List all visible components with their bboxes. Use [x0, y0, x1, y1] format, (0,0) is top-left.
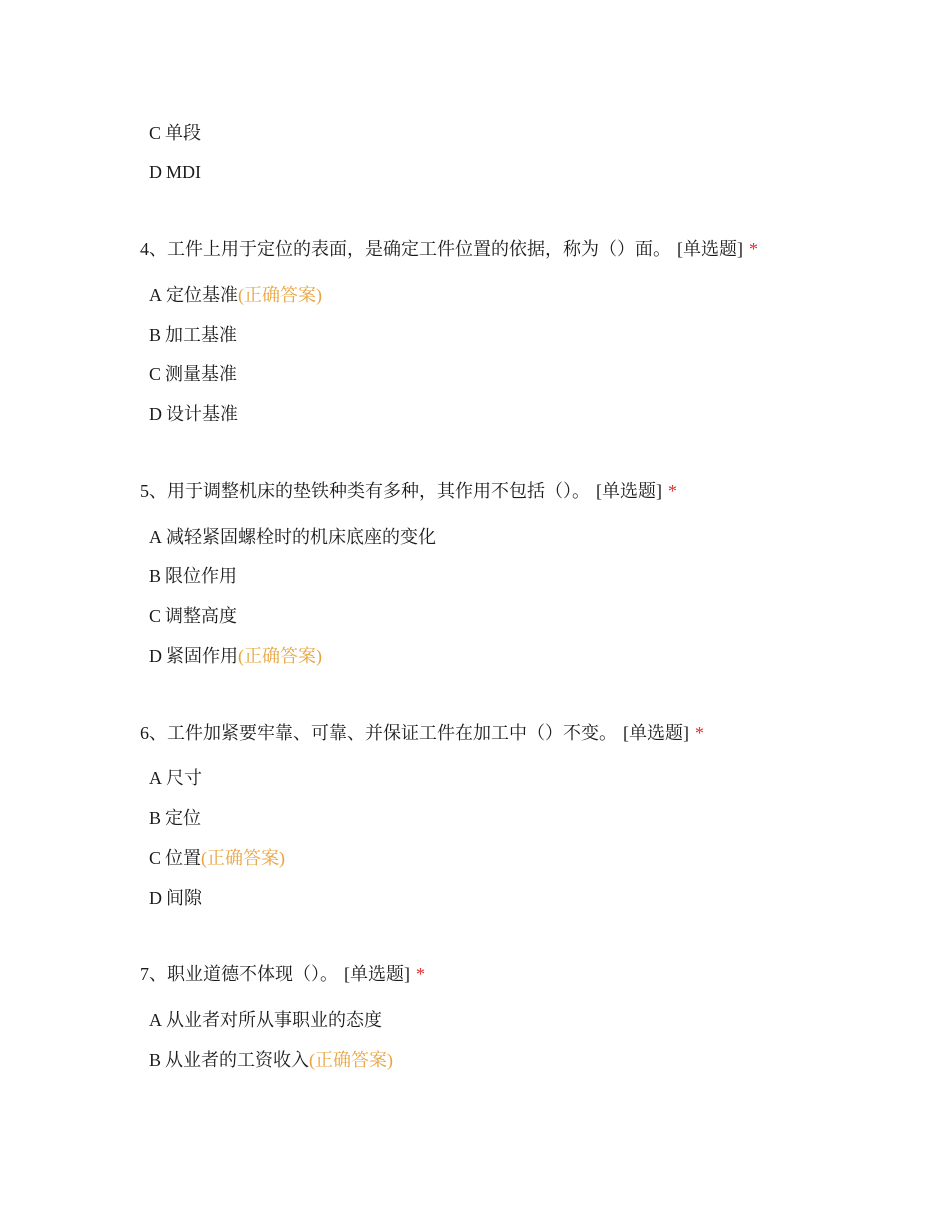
option-text: 定位 — [165, 808, 202, 828]
question-4 — [140, 237, 758, 261]
required-mark: * — [416, 964, 425, 984]
correct-answer-label: (正确答案) — [201, 848, 286, 868]
option-q5-b — [149, 564, 237, 588]
option-letter: D — [149, 162, 162, 182]
option-q4-a — [149, 283, 322, 307]
question-7 — [140, 962, 425, 986]
question-6 — [140, 721, 704, 745]
option-text: 设计基准 — [166, 404, 238, 424]
required-mark: * — [749, 239, 758, 259]
option-letter: A — [149, 1010, 162, 1030]
option-letter: C — [149, 364, 162, 384]
question-text: 职业道德不体现（）。 — [167, 964, 338, 984]
option-letter: C — [149, 123, 162, 143]
option-text: 紧固作用 — [166, 646, 238, 666]
question-5 — [140, 479, 677, 503]
option-text: 从业者对所从事职业的态度 — [166, 1010, 382, 1030]
option-q7-b — [149, 1048, 393, 1072]
correct-answer-label: (正确答案) — [238, 646, 322, 666]
question-text: 工件上用于定位的表面，是确定工件位置的依据，称为（）面。 — [167, 239, 671, 259]
correct-answer-label: (正确答案) — [238, 285, 322, 305]
required-mark: * — [695, 723, 704, 743]
option-q4-c — [149, 362, 237, 386]
option-text: 间隙 — [166, 888, 202, 908]
option-text: 从业者的工资收入 — [165, 1050, 310, 1070]
question-type: [单选题] — [623, 723, 689, 743]
question-text: 用于调整机床的垫铁种类有多种，其作用不包括（）。 — [167, 481, 590, 501]
question-text: 工件加紧要牢靠、可靠、并保证工件在加工中（）不变。 — [167, 723, 617, 743]
option-letter: B — [149, 1050, 162, 1070]
option-text: 限位作用 — [165, 566, 238, 586]
option-text: 减轻紧固螺栓时的机床底座的变化 — [166, 527, 436, 547]
option-prev-c — [149, 121, 201, 145]
option-q7-a — [149, 1008, 382, 1032]
option-letter: B — [149, 566, 162, 586]
option-letter: B — [149, 325, 162, 345]
option-q6-c — [149, 846, 285, 870]
option-letter: D — [149, 646, 162, 666]
option-letter: C — [149, 848, 162, 868]
option-q5-c — [149, 604, 237, 628]
option-letter: A — [149, 768, 162, 788]
option-letter: C — [149, 606, 162, 626]
question-number: 6、 — [140, 723, 167, 743]
option-text: 测量基准 — [165, 364, 238, 384]
option-q4-d — [149, 402, 238, 426]
question-type: [单选题] — [677, 239, 743, 259]
option-text: 尺寸 — [166, 768, 202, 788]
option-text: 定位基准 — [166, 285, 238, 305]
question-type: [单选题] — [596, 481, 662, 501]
option-text: 单段 — [165, 123, 202, 143]
option-text: 调整高度 — [165, 606, 238, 626]
question-number: 7、 — [140, 964, 167, 984]
option-letter: A — [149, 285, 162, 305]
question-number: 4、 — [140, 239, 167, 259]
option-letter: D — [149, 404, 162, 424]
option-letter: B — [149, 808, 162, 828]
correct-answer-label: (正确答案) — [309, 1050, 394, 1070]
option-q6-b — [149, 806, 201, 830]
option-prev-d — [149, 160, 201, 184]
option-q6-d — [149, 886, 202, 910]
option-text: 加工基准 — [165, 325, 238, 345]
option-q4-b — [149, 323, 237, 347]
option-text: 位置 — [165, 848, 202, 868]
option-q5-a — [149, 525, 436, 549]
question-number: 5、 — [140, 481, 167, 501]
question-type: [单选题] — [344, 964, 410, 984]
required-mark: * — [668, 481, 677, 501]
option-text: MDI — [166, 162, 201, 182]
option-q5-d — [149, 644, 322, 668]
option-letter: A — [149, 527, 162, 547]
option-letter: D — [149, 888, 162, 908]
option-q6-a — [149, 766, 202, 790]
